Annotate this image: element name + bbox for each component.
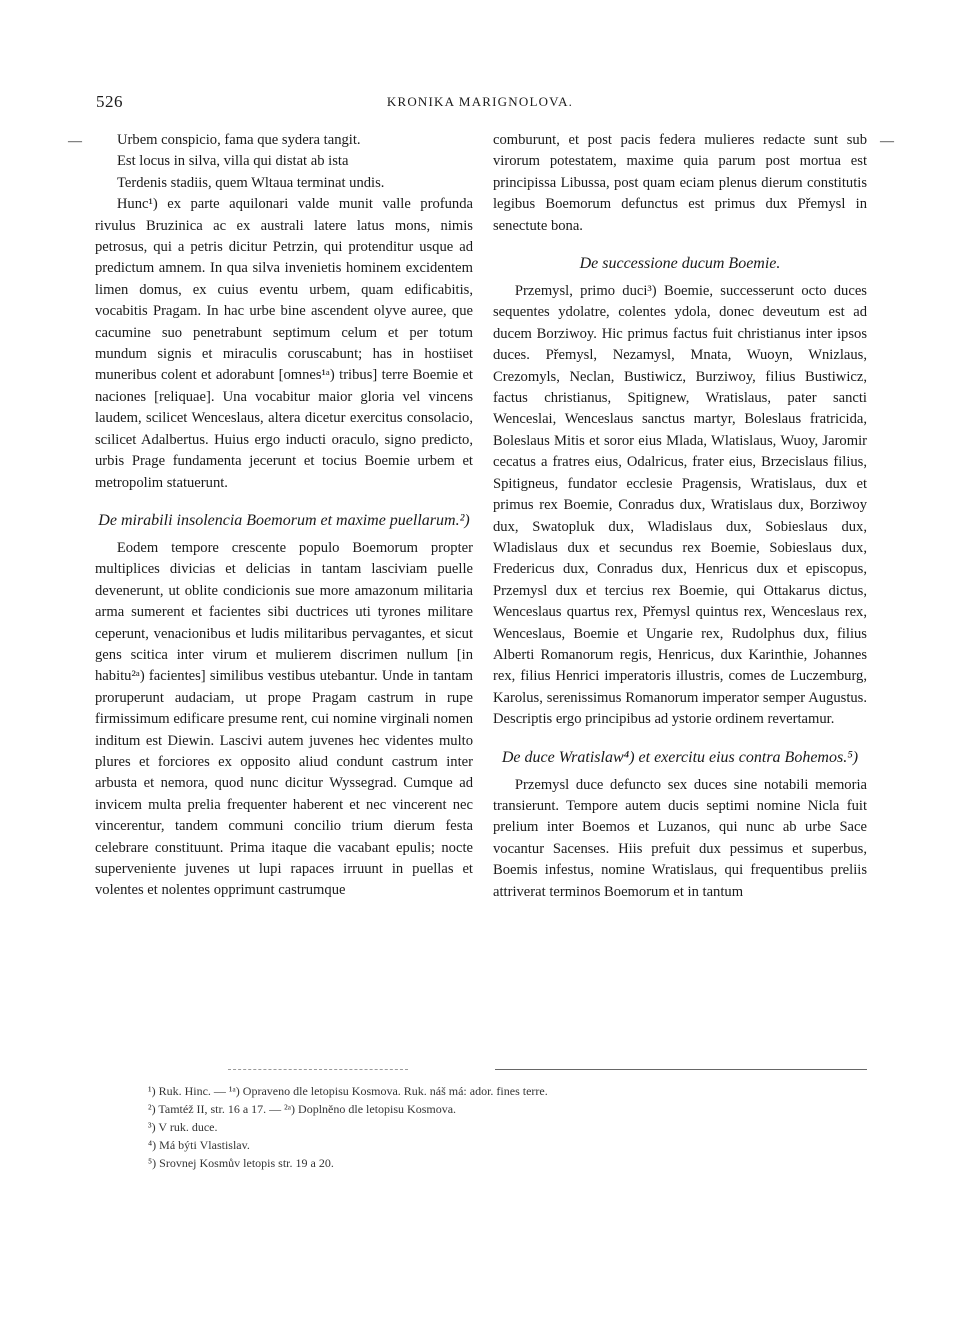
running-head: KRONIKA MARIGNOLOVA. (386, 94, 574, 109)
footnote: ²) Tamtéž II, str. 16 a 17. — ²ᵃ) Doplněno dle letopisu Kosmova. (148, 1102, 457, 1116)
margin-dash-left: — (68, 134, 82, 149)
footnotes (148, 1082, 548, 1172)
margin-dash-right: — (880, 134, 894, 149)
left-column (95, 130, 473, 902)
footnote: ¹) Ruk. Hinc. — ¹ᵃ) Opraveno dle letopisu Kosmova. Ruk. náš má: ador. fines terre. (148, 1084, 548, 1098)
paragraph: Hunc¹) ex parte aquilonari valde munit valle profunda rivulus Bruzinica ac ex australi latere latus mons, nimis petrosus, qui a petris dicitur Petrzin, qui protenditur usque ad predictum amnem. In qua silva invenietis hominem excidentem limen domus, ex cuius eventu urbem, quam edificabitis, vocabitis Pragam. In hac urbe bine ascendent olyve auree, que cacumine suo penetrabunt septimum celum et per totum mundum signis et miraculis coruscabunt; has in hostiiset muneribus colent et adorabunt [omnes¹ᵃ) tribus] terre Boemie et naciones [reliquae]. Una vocabitur maior gloria vel vincens laudem, scilicet Wenceslaus, altera dicetur exercitus consolacio, scilicet Adalbertus. Huius ergo inducti oraculo, signo predicto, urbis Prage fundamenta jecerunt et tocius Boemie urbem et metropolim statuerunt. (95, 196, 473, 491)
footnote: ⁵) Srovnej Kosmův letopis str. 19 a 20. (148, 1156, 334, 1170)
right-column (493, 130, 867, 903)
verse-line: Urbem conspicio, fama que sydera tangit. (117, 132, 361, 148)
paragraph: Przemysl duce defuncto sex duces sine notabili memoria transierunt. Tempore autem ducis septimi nomine Nicla fuit prelium inter Boemos et Luzanos, qui nunc ab urbe Sace vocantur Sacenses. Hiis prefuit dux pessimus et superbus, Boemis infestus, nomine Wratislaus, qui frequentibus preliis attriverat terminos Boemorum et in tantum (493, 776, 867, 900)
verse-block (95, 130, 473, 194)
page-number: 526 (96, 92, 123, 111)
paragraph: Przemysl, primo duci³) Boemie, successerunt octo duces sequentes ydolatre, colentes ydola, donec deveutum est ad ducem Borziwoy. Hic primus factus fuit christianus inter ipsos duces. Přemysl, Nezamysl, Mnata, Wuoyn, Wnizlaus, Crezomyls, Neclan, Bustiwicz, Burziwoy, filius Bustiwicz, factus christianus, Spitignew, Wratislaus, pater sancti Wenceslai, Wenceslaus sanctus martyr, Boleslaus fratricida, Boleslaus Mitis et soror eius Mlada, Wlatislaus, Wuoy, Jaromir cecatus a fratres eius, Odalricus, frater eius, Brzecislaus filius, Spitigneus, fundator ecclesie Pragensis, Wratislaus, dux et primus rex Boemie, Conradus dux, Wratislaus dux, Borziwoy dux, Swatopluk dux, Wladislaus dux, Sobieslaus dux, Wladislaus dux et secundus rex Boemie, Sobieslaus dux, Fredericus dux, Conradus dux, Henricus dux et episcopus, Przemysl dux et tercius rex Boemie, qui Ottakarus dictus, Wenceslaus quartus rex, Přemysl quintus rex, Wenceslaus rex, Wenceslaus, Boemie et Ungarie rex, Rudolphus dux, filius Alberti Romanorum regis, Henricus, dux Karinthie, Johannes rex, filius Henrici imperatoris illustris, comes de Luczemburg, Karolus, serenissimus Romanorum imperator semper Augustus. Descriptis ergo principibus ad ystorie ordinem revertamur. (493, 283, 867, 728)
footnote: ⁴) Má býti Vlastislav. (148, 1138, 250, 1152)
verse-line: Est locus in silva, villa qui distat ab ista (117, 153, 349, 170)
paragraph: comburunt, et post pacis federa mulieres redacte sunt sub virorum potestatem, maxime quia parum post mortua est principissa Libussa, post quam eciam plenus dierum constitutis legibus Boemorum defunctus est primus dux Přemysl in senectute bona. (493, 132, 867, 234)
paragraph: Eodem tempore crescente populo Boemorum propter multiplices divicias et delicias in tantam lasciviam puelle devenerunt, ut oblite condicionis sue more amazonum militaria arma sumerent et facientes sibi ductrices uti tyrones militare ceperunt, venacionibus et ludis militaribus pervagantes, et sicut gens scitica inter virum et mulierem discrimen nullum [in habitu²ᵃ) facientes] similibus vestibus utebantur. Unde in tantam proruperunt audaciam, ut prope Pragam castrum in rupe firmissimum edificare presume rent, cui nomine virginali nomen inditum est Diewin. Lascivi autem juvenes hec videntes multo plures et forciores ex opposito aliud condunt castrum inter arbusta et nemora, quod nunc dicitur Wyssegrad. Cumque ad invicem multa prelia frequenter haberent et nec vincerent nec vincerentur, tandem communi concilio trium dierum festa celebrare constituunt. Prima itaque die vacabant epulis; nocte superveniente juvenes ut lupi rapaces irruunt in puellas et volentes et nolentes opprimunt castrumque (95, 539, 473, 899)
footnote: ³) V ruk. duce. (148, 1120, 218, 1134)
section-title: De mirabili insolencia Boemorum et maxime puellarum.²) (98, 511, 470, 529)
section-title: De duce Wratislaw⁴) et exercitu eius contra Bohemos.⁵) (501, 748, 859, 766)
verse-line: Terdenis stadiis, quem Wltaua terminat undis. (117, 174, 385, 191)
footnote-rule-right (495, 1069, 867, 1070)
footnote-rule-left (228, 1069, 408, 1070)
section-title: De successione ducum Boemie. (579, 255, 781, 273)
